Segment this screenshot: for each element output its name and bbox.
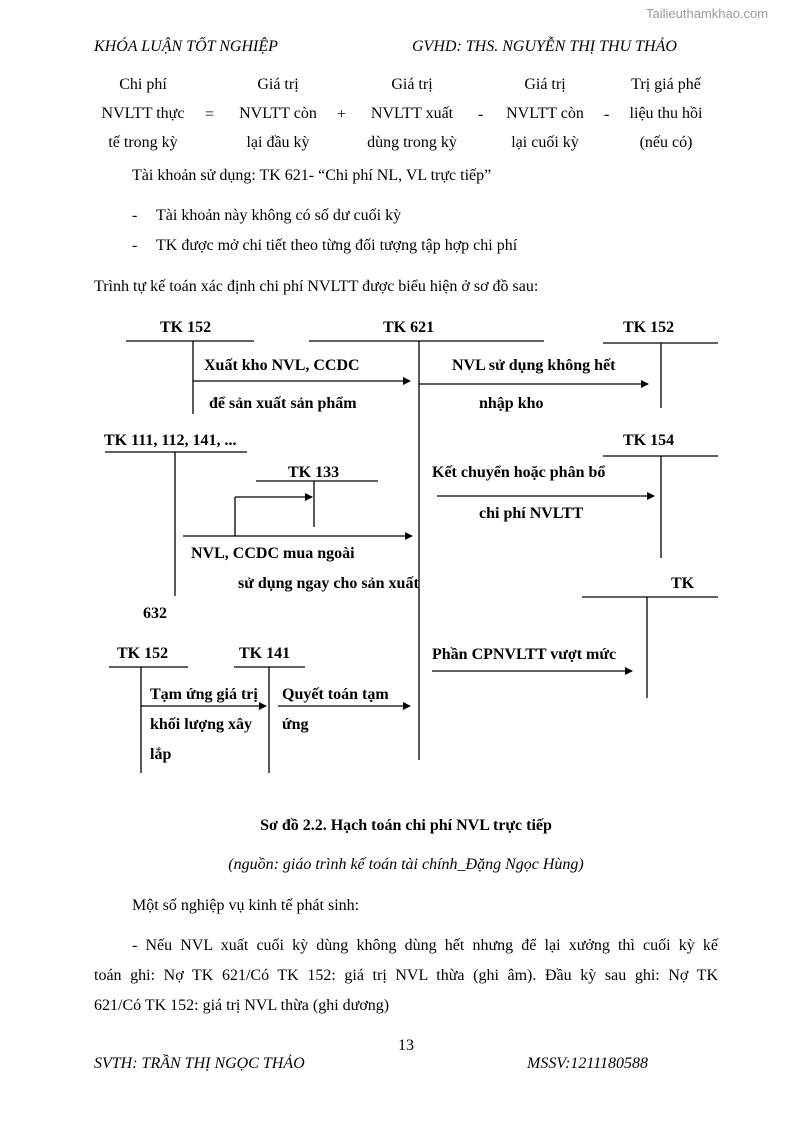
formula-term-1: Chi phí NVLTT thực tế trong kỳ xyxy=(101,76,185,151)
unused-label-line2: nhập kho xyxy=(479,395,544,412)
account-line: Tài khoản sử dụng: TK 621- “Chi phí NL, VL trực tiếp” xyxy=(132,167,492,184)
diagram-source: (nguồn: giáo trình kế toán tài chính_Đặng Ngọc Hùng) xyxy=(228,856,584,873)
tk621-label: TK 621 xyxy=(383,319,435,336)
formula-term-5: Trị giá phế liệu thu hồi (nếu có) xyxy=(629,76,703,151)
issue-label-line1: Xuất kho NVL, CCDC xyxy=(204,357,360,374)
paragraph-line: 621/Có TK 152: giá trị NVL thừa (ghi dương) xyxy=(94,997,390,1014)
formula-operator-minus-2: - xyxy=(604,106,610,123)
bullet-marker: - xyxy=(132,207,138,224)
formula-operator-minus-1: - xyxy=(478,106,484,123)
issue-label-line2: để sản xuất sản phẩm xyxy=(209,395,357,412)
formula-operator-plus: + xyxy=(337,106,347,123)
tk152-top-right-label: TK 152 xyxy=(623,319,675,336)
header-left: KHÓA LUẬN TỐT NGHIỆP xyxy=(94,38,278,55)
paragraph-line: - Nếu NVL xuất cuối kỳ dùng không dùng hết nhưng để lại xưởng thì cuối kỳ kế xyxy=(132,937,718,954)
tk141-label: TK 141 xyxy=(239,645,291,662)
watermark: Tailieuthamkhao.com xyxy=(646,6,769,21)
bullet-marker: - xyxy=(132,237,138,254)
paragraph-line: toán ghi: Nợ TK 621/Có TK 152: giá trị NVL thừa (ghi âm). Đầu kỳ sau ghi: Nợ TK xyxy=(94,967,718,984)
tk632-label-part1: TK xyxy=(671,575,695,592)
settle-label-line1: Quyết toán tạm xyxy=(282,686,389,703)
diagram-caption: Sơ đồ 2.2. Hạch toán chi phí NVL trực tiếp xyxy=(260,817,552,834)
footer-right: MSSV:1211180588 xyxy=(527,1055,649,1072)
paragraph-intro: Một số nghiệp vụ kinh tế phát sinh: xyxy=(132,897,360,914)
tk152-bottom-label: TK 152 xyxy=(117,645,169,662)
unused-label-line1: NVL sử dụng không hết xyxy=(452,357,616,374)
header-right: GVHD: THS. NGUYỄN THỊ THU THẢO xyxy=(412,38,677,55)
tk152-top-left-label: TK 152 xyxy=(160,319,212,336)
purchase-label-line1: NVL, CCDC mua ngoài xyxy=(191,545,355,562)
formula-term-3: Giá trị NVLTT xuất dùng trong kỳ xyxy=(367,76,457,151)
formula-term-4: Giá trị NVLTT còn lại cuối kỳ xyxy=(506,76,584,151)
formula-term-2: Giá trị NVLTT còn lại đầu kỳ xyxy=(239,76,317,151)
bullet-item: Tài khoản này không có số dư cuối kỳ xyxy=(156,207,402,224)
transfer-label-line1: Kết chuyển hoặc phân bổ xyxy=(432,464,606,481)
footer-left: SVTH: TRẦN THỊ NGỌC THẢO xyxy=(94,1055,305,1072)
tk154-label: TK 154 xyxy=(623,432,675,449)
transfer-label-line2: chi phí NVLTT xyxy=(479,505,584,522)
intro-line: Trình tự kế toán xác định chi phí NVLTT được biểu hiện ở sơ đồ sau: xyxy=(94,278,539,295)
settle-label-line2: ứng xyxy=(282,716,309,733)
formula-operator-equals: = xyxy=(205,106,215,123)
bullet-item: TK được mở chi tiết theo từng đối tượng tập hợp chi phí xyxy=(156,237,518,254)
page-number: 13 xyxy=(398,1037,414,1054)
advance-label-line3: lắp xyxy=(150,746,172,763)
tk133-label: TK 133 xyxy=(288,464,340,481)
excess-label: Phần CPNVLTT vượt mức xyxy=(432,646,617,663)
advance-label-line1: Tạm ứng giá trị xyxy=(150,686,258,703)
tk111-label: TK 111, 112, 141, ... xyxy=(104,432,237,449)
advance-label-line2: khối lượng xây xyxy=(150,716,253,733)
tk632-label-part2: 632 xyxy=(143,605,167,622)
purchase-label-line2: sử dụng ngay cho sản xuất xyxy=(238,575,419,592)
